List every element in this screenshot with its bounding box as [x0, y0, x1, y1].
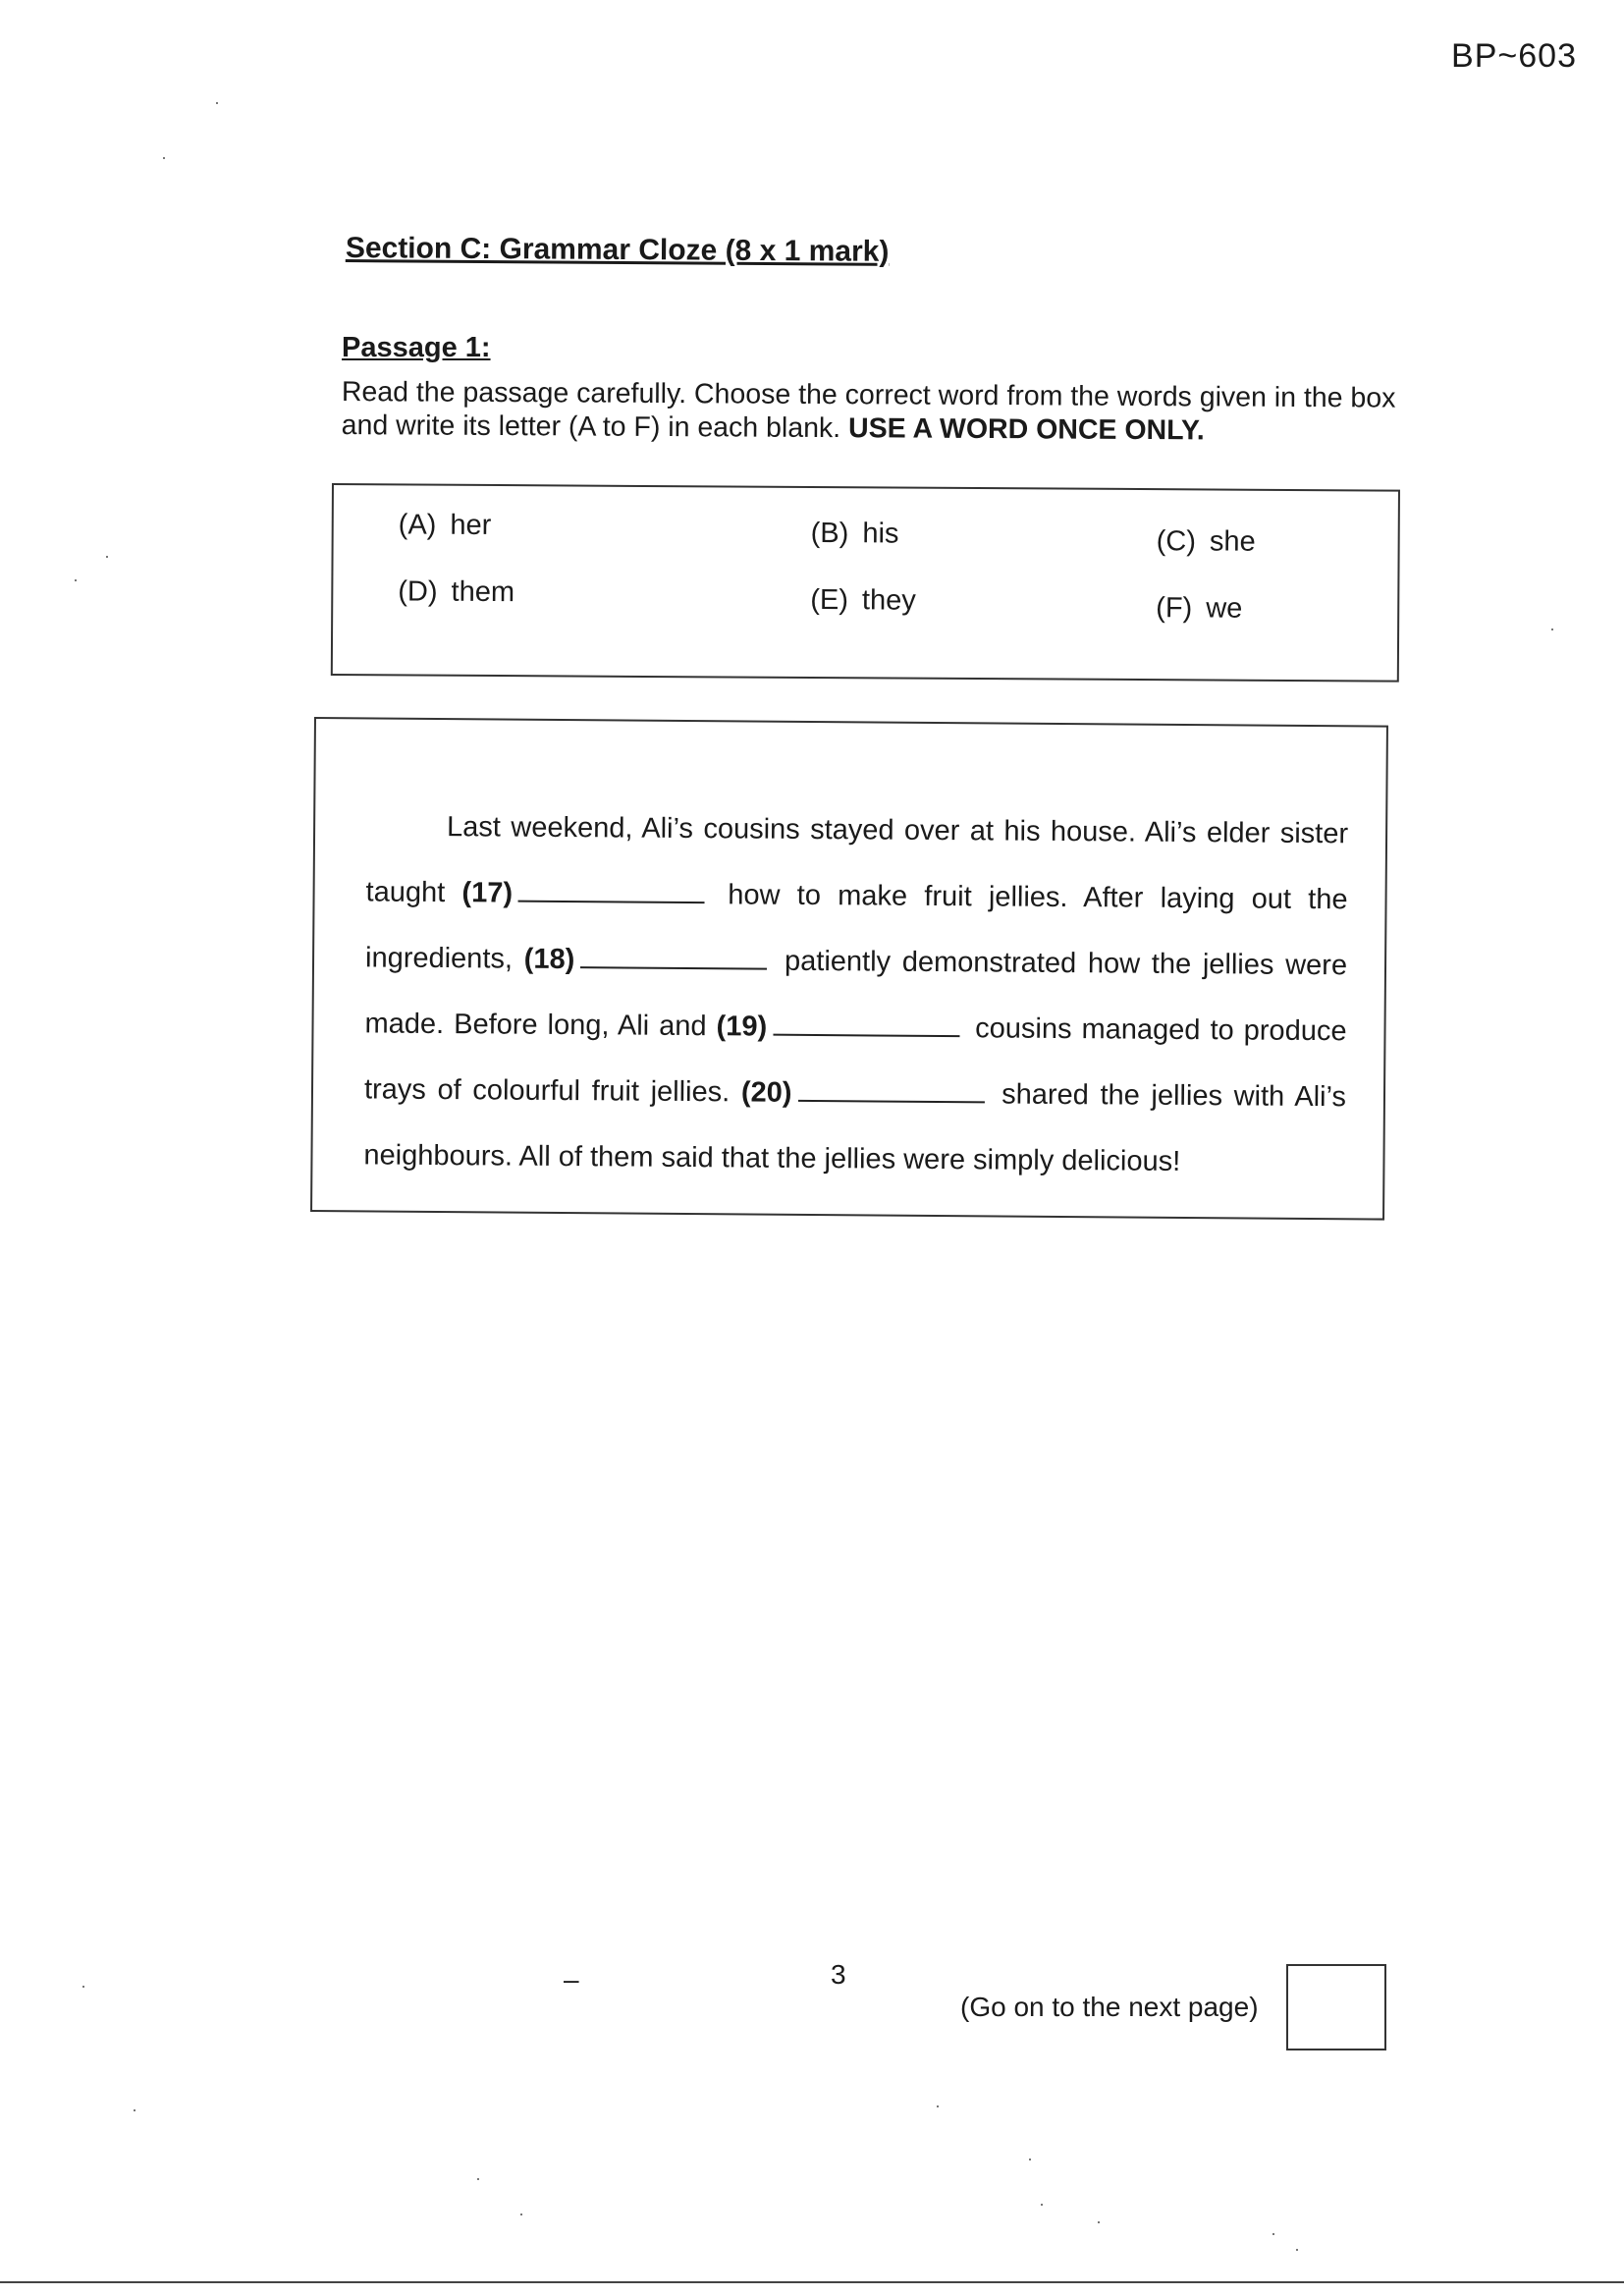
passage-sentence: Last weekend, Ali’s cousins stayed over at his house. Ali’s elder sister taught: [365, 811, 1349, 909]
scan-speck: [1098, 2221, 1100, 2223]
scan-speck: [1296, 2249, 1298, 2251]
scan-speck: [134, 2109, 135, 2111]
option-d: [398, 575, 514, 609]
option-c: [1157, 525, 1256, 559]
option-word: her: [450, 509, 492, 541]
scan-speck: [477, 2178, 479, 2180]
passage-sentence: how to make fruit jellies. After laying out the ingredients,: [364, 879, 1348, 975]
passage-heading: Passage 1:: [342, 332, 491, 363]
section-title: Section C: Grammar Cloze (8 x 1 mark): [345, 232, 890, 268]
option-e: [810, 584, 916, 618]
option-letter: (A): [398, 509, 437, 541]
question-number-17: (17): [461, 877, 514, 909]
scan-speck: [75, 579, 77, 581]
option-word: she: [1209, 525, 1256, 558]
option-word: his: [862, 518, 899, 550]
instructions-text: Read the passage carefully. Choose the correct word from the words given in the box and write its letter (A to F) in each blank.: [341, 375, 1396, 445]
option-b: [811, 518, 899, 551]
scan-speck: [82, 1986, 84, 1988]
cloze-passage-box: [310, 717, 1388, 1221]
question-number-19: (19): [716, 1011, 768, 1043]
footer-dash: –: [564, 1964, 579, 1995]
option-letter: (C): [1156, 525, 1197, 558]
scan-speck: [106, 556, 108, 558]
page-number: 3: [831, 1959, 846, 1990]
option-word: them: [451, 575, 515, 609]
scan-speck: [1272, 2233, 1274, 2235]
scan-speck: [1551, 629, 1553, 630]
score-box[interactable]: [1286, 1964, 1386, 2050]
scan-speck: [216, 102, 218, 104]
scan-speck: [163, 157, 165, 159]
answer-blank-18[interactable]: [580, 943, 767, 969]
passage-sentence: cousins managed to produce trays of colourful fruit jellies.: [363, 1012, 1347, 1109]
cloze-passage-text: [363, 793, 1348, 1196]
scan-speck: [1041, 2204, 1043, 2206]
option-letter: (F): [1156, 592, 1193, 625]
word-options-box: [331, 483, 1400, 683]
bottom-rule: [0, 2281, 1624, 2283]
option-letter: (E): [810, 583, 849, 617]
passage-sentence: patiently demonstrated how the jellies were made. Before long, Ali and: [364, 945, 1348, 1043]
option-letter: (D): [398, 575, 438, 608]
question-number-18: (18): [523, 943, 575, 976]
answer-blank-20[interactable]: [797, 1076, 984, 1103]
option-f: [1156, 592, 1242, 626]
paper-code: BP~603: [1451, 37, 1577, 75]
scan-speck: [937, 2105, 939, 2107]
answer-blank-19[interactable]: [773, 1011, 959, 1037]
instructions: [342, 375, 1412, 449]
scan-speck: [520, 2214, 522, 2215]
scan-speck: [1029, 2159, 1031, 2160]
passage-sentence: shared the jellies with Ali’s neighbours. All of them said that the jellies were simply delicious!: [363, 1078, 1347, 1177]
option-word: they: [861, 584, 916, 617]
next-page-note: (Go on to the next page): [960, 1992, 1259, 2022]
option-a: [399, 509, 492, 542]
option-letter: (B): [810, 517, 849, 550]
question-number-20: (20): [740, 1076, 792, 1109]
instructions-emphasis: USE A WORD ONCE ONLY.: [847, 412, 1205, 447]
option-word: we: [1206, 592, 1243, 625]
answer-blank-17[interactable]: [518, 877, 705, 903]
